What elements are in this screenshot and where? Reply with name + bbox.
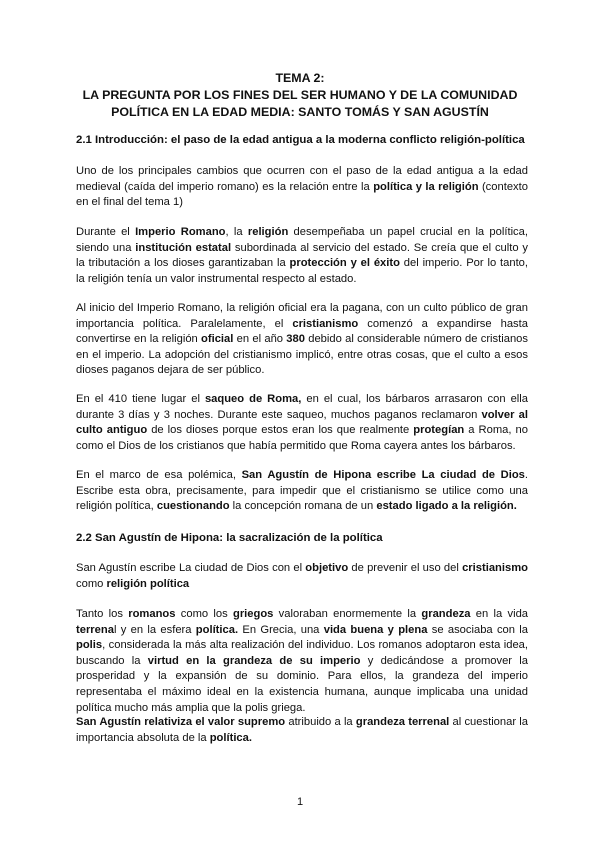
paragraph-cambios: Uno de los principales cambios que ocurren con el paso de la edad antigua a la edad medieval (caída del imperio romano) es la relación entre la política y la religión (contexto en el final del tema 1) [76,165,528,209]
paragraph-imperio-romano: Durante el Imperio Romano, la religión desempeñaba un papel crucial en la política, siendo una institución estatal subordinada al servicio del estado. Se creía que el culto y la tributación a los dioses garantizaban la protección y el éxito del imperio. Por lo tanto, la religión tenía un valor instrumental respecto al estado. [76,226,529,285]
document-title [60,70,540,121]
page-number: 1 [296,796,304,808]
paragraph-romanos-griegos: Tanto los romanos como los griegos valoraban enormemente la grandeza en la vida terrenal y en la esfera política. En Grecia, una vida buena y plena se asociaba con la polis, considerada la más alta realización del individuo. Los romanos adoptaron esta idea, buscando la virtud en la grandeza de su imperio y dedicándose a promover la prosperidad y la expansión de su dominio. Para ellos, la grandeza del imperio representaba el máximo ideal en la existencia humana, aunque implicaba una unidad política mucho más amplia que la polis griega. [76,608,529,714]
paragraph-relativiza: San Agustín relativiza el valor supremo atribuido a la grandeza terrenal al cuestionar la importancia absoluta de la política. [76,716,529,744]
title-line-3: POLÍTICA EN LA EDAD MEDIA: SANTO TOMÁS Y SAN AGUSTÍN [111,105,489,119]
paragraph-religion-oficial: Al inicio del Imperio Romano, la religión oficial era la pagana, con un culto público de gran importancia política. Paralelamente, el cristianismo comenzó a expandirse hasta convertirse en la religión oficial en el año 380 debido al considerable número de cristianos en el imperio. La adopción del cristianismo implicó, entre otras cosas, que el culto a esos dioses paganos dejara de ser público. [76,302,528,377]
title-line-1: TEMA 2: [275,71,325,85]
section-heading-san-agustin: 2.2 San Agustín de Hipona: la sacralización de la política [76,532,383,544]
paragraph-ciudad-de-dios: En el marco de esa polémica, San Agustín de Hipona escribe La ciudad de Dios. Escribe esta obra, precisamente, para impedir que el cristianismo se utilice como una religión política, cuestionando la concepción romana de un estado ligado a la religión. [76,469,528,513]
title-line-2: LA PREGUNTA POR LOS FINES DEL SER HUMANO Y DE LA COMUNIDAD [82,88,518,102]
section-heading-introduccion: 2.1 Introducción: el paso de la edad antigua a la moderna conflicto religión-política [76,134,525,146]
paragraph-saqueo-roma: En el 410 tiene lugar el saqueo de Roma, en el cual, los bárbaros arrasaron con ella durante 3 días y 3 noches. Durante este saqueo, muchos paganos reclamaron volver al culto antiguo de los dioses porque estos eran los que realmente protegían a Roma, no como el Dios de los cristianos que había permitido que Roma cayera antes los bárbaros. [76,393,528,452]
paragraph-objetivo: San Agustín escribe La ciudad de Dios con el objetivo de prevenir el uso del cristianismo como religión política [76,562,528,590]
